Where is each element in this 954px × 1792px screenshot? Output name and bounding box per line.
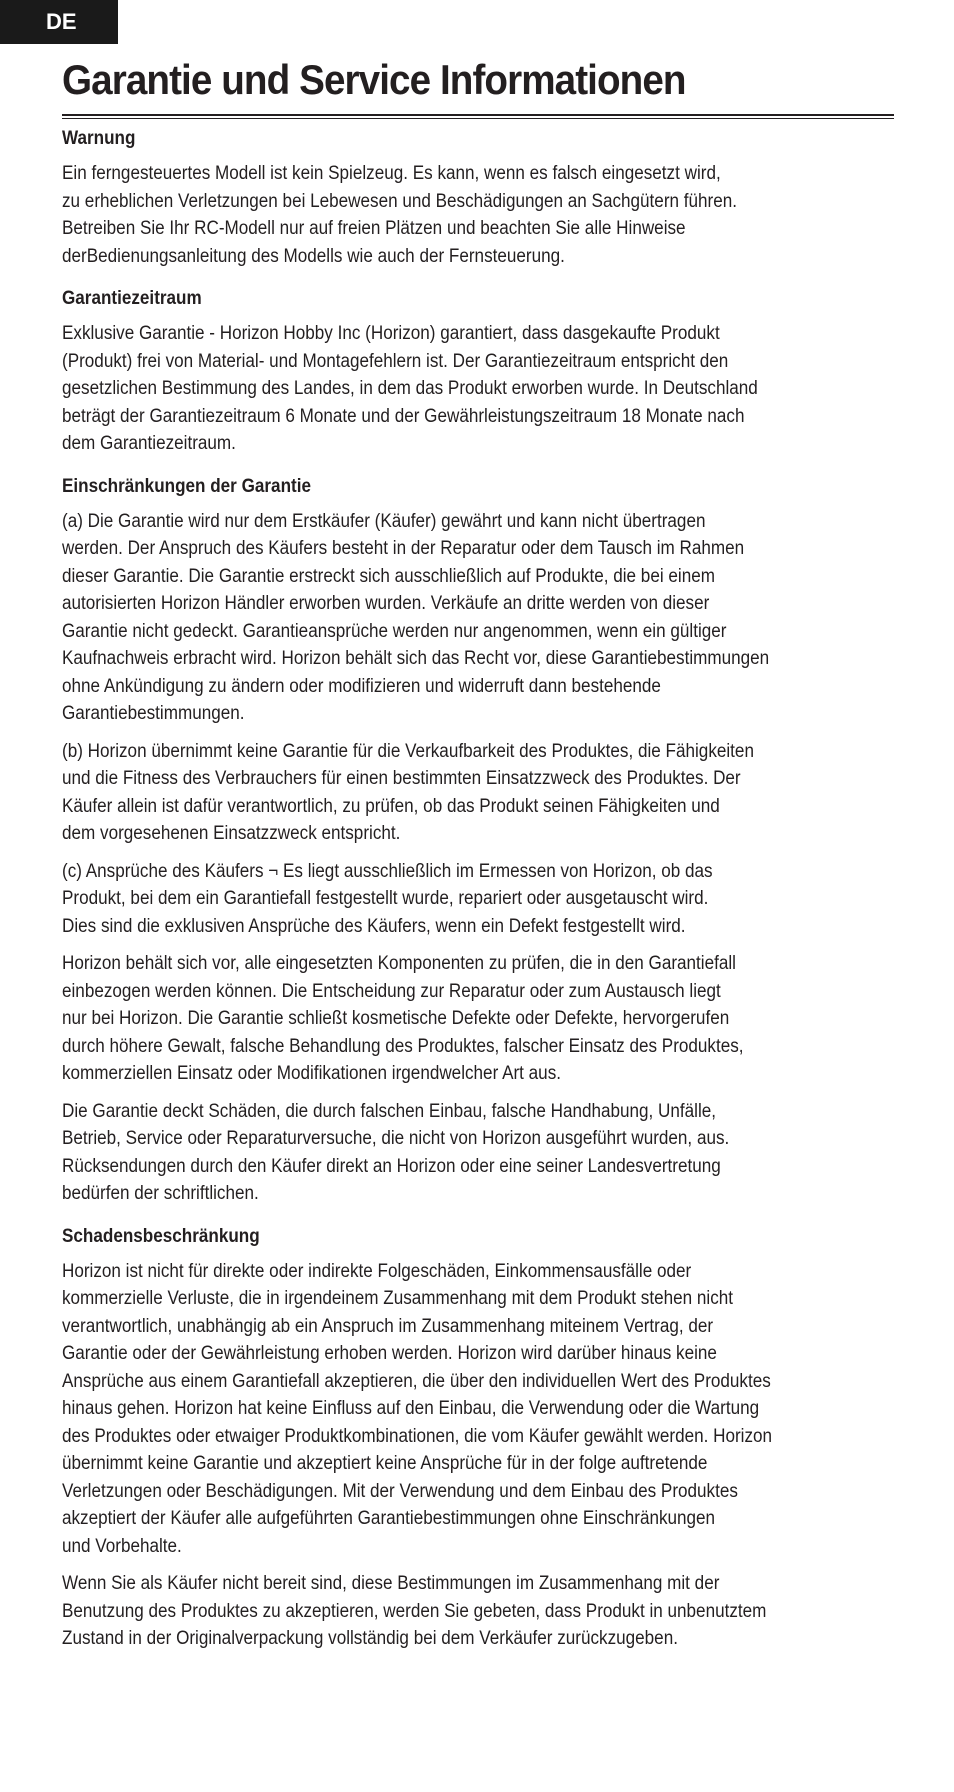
page-title: Garantie und Service Informationen — [62, 56, 686, 103]
text-line: (Produkt) frei von Material- und Montagefehlern ist. Der Garantiezeitraum entspricht den — [62, 350, 729, 372]
section-heading: Garantiezeitraum — [62, 288, 202, 309]
text-line: verantwortlich, unabhängig ab ein Anspruch im Zusammenhang miteinem Vertrag, der — [62, 1315, 714, 1337]
section-heading: Schadensbeschränkung — [62, 1225, 260, 1247]
text-line: dieser Garantie. Die Garantie erstreckt sich ausschließlich auf Produkte, die bei einem — [62, 565, 715, 587]
text-line: und die Fitness des Verbrauchers für einen bestimmten Einsatzzweck des Produktes. Der — [62, 768, 741, 789]
text-line: Garantie oder der Gewährleistung erhoben werden. Horizon wird darüber hinaus keine — [62, 1343, 717, 1364]
text-line: Betrieb, Service oder Reparaturversuche, die nicht von Horizon ausgeführt wurden, aus. — [62, 1128, 730, 1149]
section-heading: Warnung — [62, 128, 136, 149]
paragraph — [62, 858, 890, 941]
text-line: kommerzielle Verluste, die in irgendeinem Zusammenhang mit dem Produkt stehen nicht — [62, 1288, 734, 1309]
text-line: übernimmt keine Garantie und akzeptiert keine Ansprüche für in der folge auftretende — [62, 1453, 708, 1474]
text-line: Ansprüche aus einem Garantiefall akzeptieren, die über den individuellen Wert des Produktes — [62, 1370, 771, 1392]
text-line: Zustand in der Originalverpackung vollständig bei dem Verkäufer zurückzugeben. — [62, 1628, 678, 1649]
text-line: autorisierten Horizon Händler erworben wurden. Verkäufe an dritte werden von dieser — [62, 593, 710, 614]
text-line: Wenn Sie als Käufer nicht bereit sind, diese Bestimmungen im Zusammenhang mit der — [62, 1573, 720, 1594]
text-line: nur bei Horizon. Die Garantie schließt kosmetische Defekte oder Defekte, hervorgerufen — [62, 1008, 730, 1029]
document-body — [62, 126, 902, 1653]
text-line: zu erheblichen Verletzungen bei Lebewesen und Beschädigungen an Sachgütern führen. — [62, 190, 738, 212]
paragraph — [62, 320, 890, 458]
section — [62, 126, 902, 270]
text-line: Horizon behält sich vor, alle eingesetzten Komponenten zu prüfen, die in den Garantiefall — [62, 953, 736, 974]
text-line: und Vorbehalte. — [62, 1535, 182, 1557]
section-heading: Einschränkungen der Garantie — [62, 475, 311, 497]
text-line: gesetzlichen Bestimmung des Landes, in dem das Produkt erworben wurde. In Deutschland — [62, 378, 758, 399]
text-line: Ein ferngesteuertes Modell ist kein Spielzeug. Es kann, wenn es falsch eingesetzt wird, — [62, 163, 721, 184]
text-line: Käufer allein ist dafür verantwortlich, zu prüfen, ob das Produkt seinen Fähigkeiten und — [62, 795, 720, 817]
text-line: bedürfen der schriftlichen. — [62, 1183, 259, 1204]
text-line: Die Garantie deckt Schäden, die durch falschen Einbau, falsche Handhabung, Unfälle, — [62, 1100, 717, 1122]
text-line: beträgt der Garantiezeitraum 6 Monate und der Gewährleistungszeitraum 18 Monate nach — [62, 405, 745, 427]
paragraph — [62, 508, 890, 728]
text-line: Benutzung des Produktes zu akzeptieren, werden Sie gebeten, dass Produkt in unbenutztem — [62, 1600, 767, 1622]
text-line: des Produktes oder etwaiger Produktkombinationen, die vom Käufer gewählt werden. Horizon — [62, 1425, 773, 1447]
paragraph — [62, 1570, 890, 1653]
language-tab: DE — [0, 0, 118, 44]
text-line: Horizon ist nicht für direkte oder indirekte Folgeschäden, Einkommensausfälle oder — [62, 1260, 692, 1282]
section — [62, 1224, 902, 1653]
section — [62, 474, 902, 1208]
title-rule — [62, 114, 894, 116]
text-line: einbezogen werden können. Die Entscheidung zur Reparatur oder zum Austausch liegt — [62, 980, 721, 1002]
text-line: dem vorgesehenen Einsatzzweck entspricht. — [62, 823, 401, 844]
text-line: Betreiben Sie Ihr RC-Modell nur auf freien Plätzen und beachten Sie alle Hinweise — [62, 218, 686, 239]
text-line: Exklusive Garantie - Horizon Hobby Inc (Horizon) garantiert, dass dasgekaufte Produkt — [62, 323, 720, 344]
text-line: (a) Die Garantie wird nur dem Erstkäufer (Käufer) gewährt und kann nicht übertragen — [62, 510, 706, 532]
text-line: werden. Der Anspruch des Käufers besteht in der Reparatur oder dem Tausch im Rahmen — [62, 538, 745, 559]
text-line: Kaufnachweis erbracht wird. Horizon behält sich das Recht vor, diese Garantiebestimmungen — [62, 648, 770, 669]
text-line: (b) Horizon übernimmt keine Garantie für die Verkaufbarkeit des Produktes, die Fähigkeiten — [62, 740, 754, 762]
text-line: Garantiebestimmungen. — [62, 703, 245, 724]
text-line: durch höhere Gewalt, falsche Behandlung des Produktes, falscher Einsatz des Produktes, — [62, 1035, 744, 1057]
paragraph — [62, 1098, 890, 1208]
text-line: Verletzungen oder Beschädigungen. Mit der Verwendung und dem Einbau des Produktes — [62, 1480, 738, 1502]
text-line: Produkt, bei dem ein Garantiefall festgestellt wurde, repariert oder ausgetauscht wird. — [62, 888, 709, 909]
text-line: hinaus gehen. Horizon hat keine Einfluss auf den Einbau, die Verwendung oder die Wartung — [62, 1398, 760, 1419]
section — [62, 286, 902, 458]
text-line: akzeptiert der Käufer alle aufgeführten Garantiebestimmungen ohne Einschränkungen — [62, 1508, 716, 1529]
text-line: Dies sind die exklusiven Ansprüche des Käufers, wenn ein Defekt festgestellt wird. — [62, 915, 686, 937]
text-line: ohne Ankündigung zu ändern oder modifizieren und widerruft dann bestehende — [62, 675, 661, 697]
text-line: kommerziellen Einsatz oder Modifikationen irgendwelcher Art aus. — [62, 1063, 561, 1084]
title-rule-thin — [62, 118, 894, 119]
text-line: (c) Ansprüche des Käufers ¬ Es liegt ausschließlich im Ermessen von Horizon, ob das — [62, 860, 713, 882]
paragraph — [62, 160, 890, 270]
text-line: Rücksendungen durch den Käufer direkt an Horizon oder eine seiner Landesvertretung — [62, 1155, 721, 1177]
paragraph — [62, 950, 890, 1088]
paragraph — [62, 1258, 890, 1561]
text-line: derBedienungsanleitung des Modells wie auch der Fernsteuerung. — [62, 245, 565, 267]
paragraph — [62, 738, 890, 848]
text-line: Garantie nicht gedeckt. Garantieansprüche werden nur angenommen, wenn ein gültiger — [62, 620, 727, 642]
text-line: dem Garantiezeitraum. — [62, 433, 236, 454]
